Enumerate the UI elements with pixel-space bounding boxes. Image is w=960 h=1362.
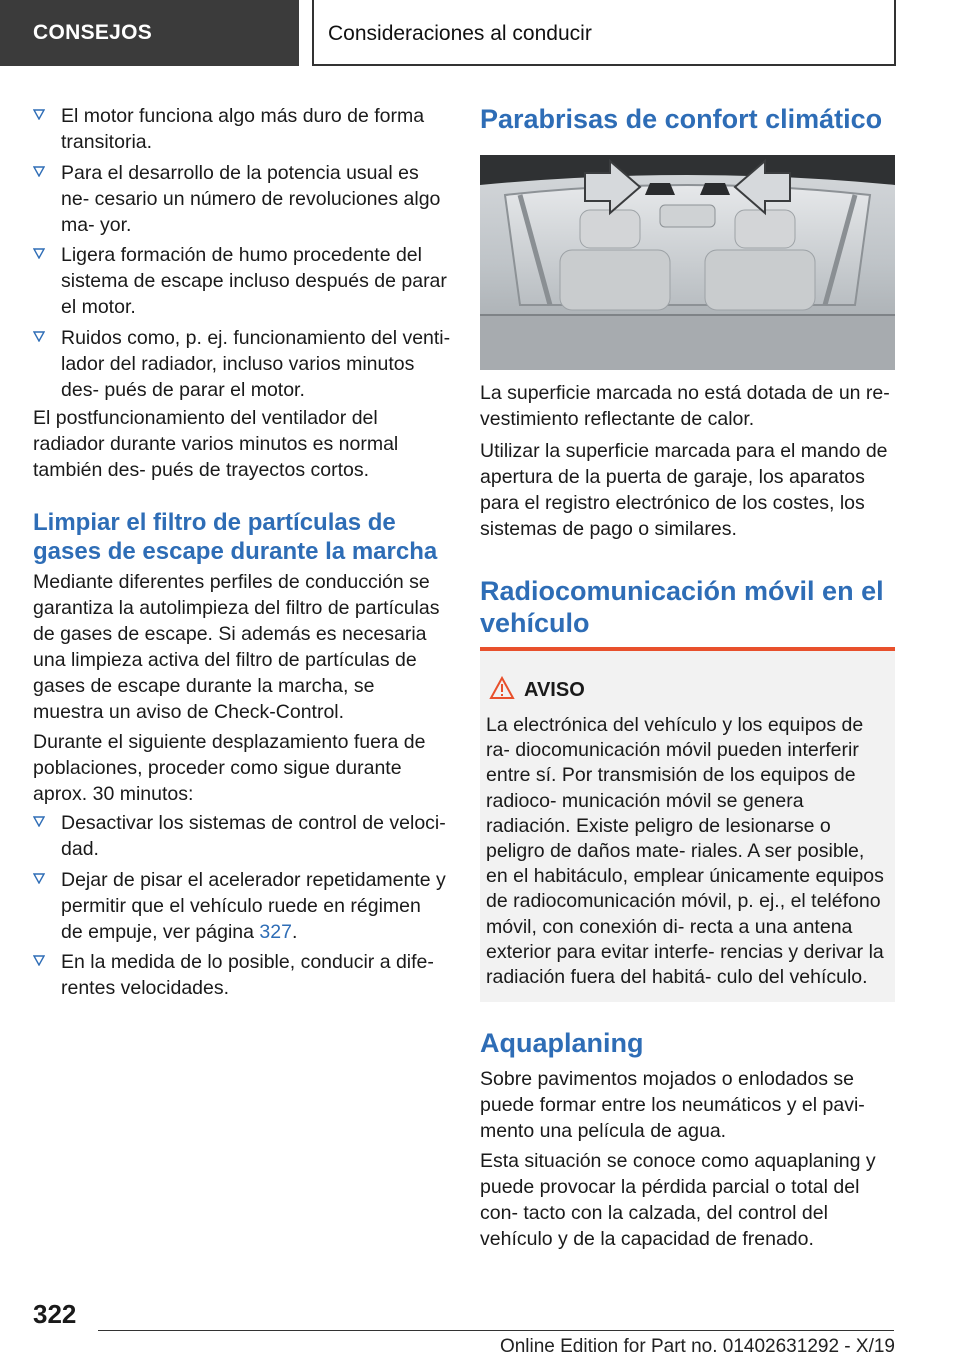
list-item — [33, 325, 451, 403]
section-tab: CONSEJOS — [0, 0, 299, 66]
triangle-bullet-icon — [33, 331, 45, 342]
list-item-text: Desactivar los sistemas de control de veloci- dad. — [61, 812, 446, 860]
paragraph: Durante el siguiente desplazamiento fuera de poblaciones, proceder como sigue durante aprox. 30 minutos: — [33, 731, 426, 805]
list-item-text: Ruidos como, p. ej. funcionamiento del venti- lador del radiador, incluso varios minutos des- pués de parar el motor. — [61, 327, 451, 401]
chapter-title: Consideraciones al conducir — [312, 0, 896, 66]
page-number: 322 — [33, 1299, 77, 1329]
triangle-bullet-icon — [33, 248, 45, 259]
list-item — [33, 160, 447, 238]
warning-title: AVISO — [524, 679, 585, 701]
triangle-bullet-icon — [33, 873, 45, 884]
list-item — [33, 867, 447, 945]
triangle-bullet-icon — [33, 109, 45, 120]
list-item-text: Ligera formación de humo procedente del sistema de escape incluso después de parar el motor. — [61, 244, 447, 318]
warning-text: La electrónica del vehículo y los equipos de ra- diocomunicación móvil pueden interferir entre sí. Por transmisión de los equipos de radioco- municación móvil se genera radiación. Existe peligro de lesionarse o peligro de daños mate- riales. A ser posible, en el habitáculo, emplear únicamente equipos de radiocomunicación móvil, p. ej., el teléfono móvil, con conexión di- recta a una antena exterior para evitar interfe- rencias y derivar la radiación fuera del habitá- culo del vehículo. — [486, 714, 884, 989]
list-item-text: En la medida de lo posible, conducir a dife- rentes velocidades. — [61, 951, 434, 999]
list-item-text: Para el desarrollo de la potencia usual es ne- cesario un número de revoluciones algo ma- yor. — [61, 162, 441, 236]
list-item-text: El motor funciona algo más duro de forma transitoria. — [61, 105, 425, 153]
list-item — [33, 949, 447, 1001]
paragraph: Sobre pavimentos mojados o enlodados se puede formar entre los neumáticos y el pavi- mento una película de agua. — [480, 1068, 865, 1142]
list-item — [33, 103, 447, 155]
warning-body — [486, 713, 886, 990]
section-heading: Radiocomunicación móvil en el vehículo — [480, 576, 884, 638]
edition-text: Online Edition for Part no. 01402631292 - X/19 — [499, 1336, 895, 1357]
list-item — [33, 810, 447, 862]
list-item-text — [61, 867, 447, 945]
paragraph: La superficie marcada no está dotada de un re- vestimiento reflectante de calor. — [480, 382, 890, 430]
triangle-bullet-icon — [33, 816, 45, 827]
page-link[interactable]: 327 — [259, 921, 292, 943]
page-header — [0, 0, 960, 66]
paragraph: Mediante diferentes perfiles de conducción se garantiza la autolimpieza del filtro de partículas de gases de escape. Si además es necesaria una limpieza activa del filtro de partículas de gases de escape durante la marcha, se muestra un aviso de Check-Control. — [33, 571, 440, 723]
section-heading: Limpiar el filtro de partículas de gases de escape durante la marcha — [33, 509, 438, 565]
windshield-photo — [480, 155, 895, 370]
paragraph: Esta situación se conoce como aquaplaning y puede provocar la pérdida parcial o total del con- tacto con la calzada, del control del vehículo y de la capacidad de frenado. — [480, 1150, 876, 1250]
warning-box — [480, 647, 895, 1002]
list-item-text-part: . — [291, 921, 298, 943]
list-item — [33, 242, 447, 320]
warning-triangle-icon — [489, 676, 515, 700]
paragraph: Utilizar la superficie marcada para el mando de apertura de la puerta de garaje, los aparatos para el registro electrónico de los costes, los sistemas de pago o similares. — [480, 440, 888, 540]
paragraph: El postfuncionamiento del ventilador del radiador durante varios minutos es normal también des- pués de trayectos cortos. — [33, 407, 399, 481]
triangle-bullet-icon — [33, 166, 45, 177]
list-item-text-part: Dejar de pisar el acelerador repetidamente y permitir que el vehículo ruede en régimen de empuje, ver página — [61, 869, 446, 943]
footer-edition — [0, 1336, 895, 1358]
footer-divider — [98, 1330, 894, 1331]
section-heading: Parabrisas de confort climático — [480, 104, 883, 134]
section-heading: Aquaplaning — [480, 1028, 644, 1058]
triangle-bullet-icon — [33, 955, 45, 966]
